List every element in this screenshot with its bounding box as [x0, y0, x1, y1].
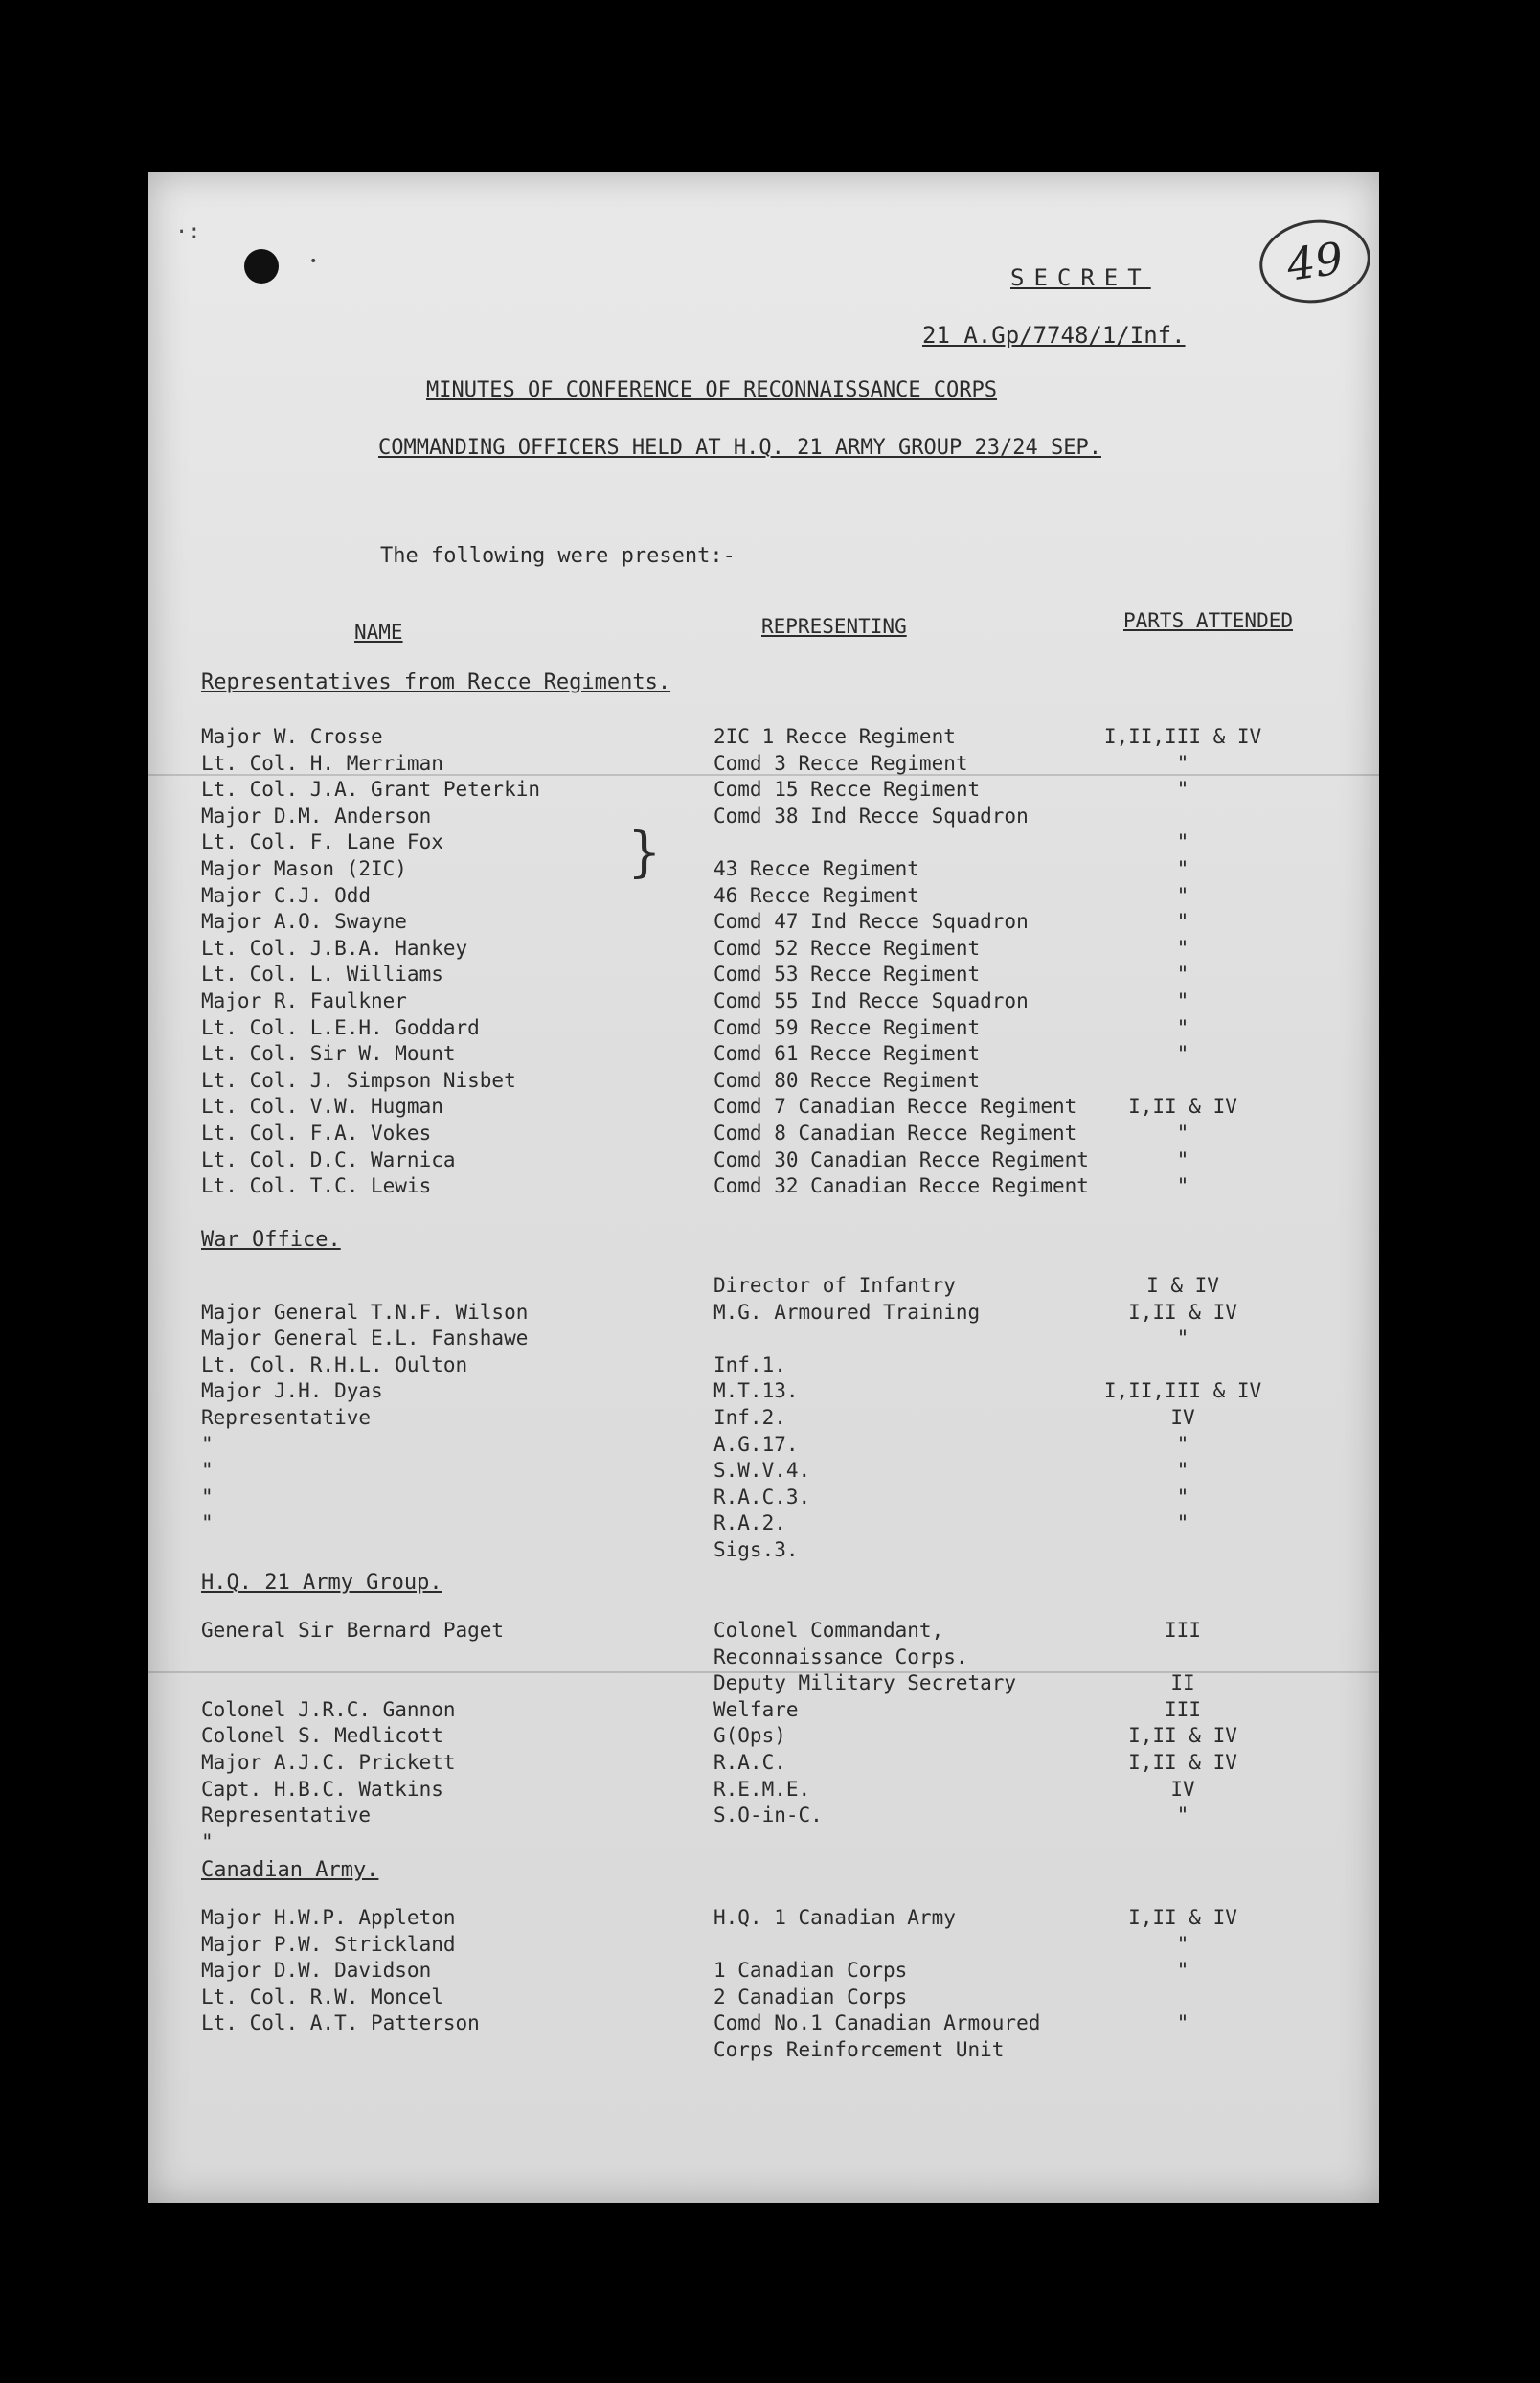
section-heading: Canadian Army.	[201, 1858, 379, 1882]
attendee-parts-attended: "	[1176, 2011, 1189, 2035]
attendee-parts-attended: I,II & IV	[1128, 1300, 1237, 1324]
attendee-representing: Comd 38 Ind Recce Squadron	[713, 804, 1029, 828]
attendee-representing: Inf.2.	[713, 1406, 786, 1429]
attendee-name: Major General T.N.F. Wilson	[201, 1300, 529, 1324]
attendee-name: Lt. Col. J.B.A. Hankey	[201, 936, 468, 960]
attendee-parts-attended: I,II,III & IV	[1103, 1379, 1262, 1403]
attendee-parts-attended: "	[1176, 1327, 1189, 1350]
attendee-name: Major A.J.C. Prickett	[201, 1751, 456, 1774]
smudge-mark: ·:	[175, 220, 201, 244]
attendee-representing: Sigs.3.	[713, 1538, 799, 1561]
attendee-representing: R.A.C.	[713, 1751, 786, 1774]
attendee-name: "	[201, 1432, 214, 1456]
attendee-row	[148, 884, 1379, 911]
column-header-name: NAME	[354, 621, 403, 644]
attendee-row	[148, 857, 1379, 884]
attendee-row	[148, 1986, 1379, 2012]
attendee-representing: Inf.1.	[713, 1352, 786, 1376]
attendee-row	[148, 1933, 1379, 1960]
attendee-parts-attended: "	[1176, 910, 1189, 934]
attendee-name: General Sir Bernard Paget	[201, 1619, 505, 1642]
attendee-representing: 43 Recce Regiment	[713, 857, 919, 880]
document-title-line2: COMMANDING OFFICERS HELD AT H.Q. 21 ARMY GROUP 23/24 SEP.	[378, 436, 1101, 460]
attendee-representing: Comd 7 Canadian Recce Regiment	[713, 1095, 1077, 1119]
attendee-name: Colonel J.R.C. Gannon	[201, 1697, 456, 1721]
attendee-representing: Comd 53 Recce Regiment	[713, 963, 981, 987]
attendee-parts-attended: "	[1176, 751, 1189, 775]
attendee-parts-attended: "	[1176, 1015, 1189, 1039]
attendee-parts-attended: I,II & IV	[1128, 1906, 1237, 1929]
attendee-row	[148, 1486, 1379, 1512]
attendee-row	[148, 1042, 1379, 1069]
attendee-row	[148, 778, 1379, 805]
attendee-row	[148, 1511, 1379, 1538]
attendee-name: Representative	[201, 1804, 372, 1827]
attendee-parts-attended: "	[1176, 1932, 1189, 1956]
attendee-representing: S.W.V.4.	[713, 1459, 811, 1483]
section-heading: War Office.	[201, 1228, 341, 1252]
attendee-parts-attended: "	[1176, 1485, 1189, 1509]
document-title-line1: MINUTES OF CONFERENCE OF RECONNAISSANCE CORPS	[426, 378, 998, 402]
document-page	[148, 172, 1379, 2203]
attendee-representing: Deputy Military Secretary	[713, 1671, 1017, 1695]
attendee-parts-attended: "	[1176, 778, 1189, 802]
attendee-row	[148, 830, 1379, 857]
attendee-row	[148, 1778, 1379, 1804]
attendee-parts-attended: "	[1176, 857, 1189, 880]
attendee-row	[148, 1459, 1379, 1486]
attendee-row	[148, 1804, 1379, 1830]
attendee-parts-attended: IV	[1170, 1406, 1195, 1429]
attendee-representing: R.A.C.3.	[713, 1485, 811, 1509]
attendee-parts-attended: "	[1176, 963, 1189, 987]
attendee-parts-attended: "	[1176, 936, 1189, 960]
attendee-row	[148, 1538, 1379, 1565]
attendee-name: Lt. Col. H. Merriman	[201, 751, 443, 775]
attendee-row	[148, 1353, 1379, 1380]
attendee-row	[148, 2011, 1379, 2038]
attendee-row	[148, 1016, 1379, 1043]
attendee-name: Colonel S. Medlicott	[201, 1724, 443, 1748]
attendee-representing: H.Q. 1 Canadian Army	[713, 1906, 956, 1929]
attendee-name: Lt. Col. J. Simpson Nisbet	[201, 1068, 516, 1092]
attendee-name: Major W. Crosse	[201, 725, 383, 748]
attendee-representing: Comd 32 Canadian Recce Regiment	[713, 1174, 1089, 1198]
attendee-representing: Comd 61 Recce Regiment	[713, 1042, 981, 1066]
attendee-representing: Comd No.1 Canadian Armoured	[713, 2011, 1041, 2035]
attendee-name: "	[201, 1829, 214, 1853]
attendee-parts-attended: "	[1176, 989, 1189, 1012]
column-header-parts-attended: PARTS ATTENDED	[1123, 609, 1294, 632]
attendee-row	[148, 1301, 1379, 1328]
attendee-name: Major J.H. Dyas	[201, 1379, 383, 1403]
attendee-name: Major D.W. Davidson	[201, 1959, 432, 1983]
attendee-row	[148, 1959, 1379, 1986]
attendee-row	[148, 1274, 1379, 1301]
attendee-row	[148, 1751, 1379, 1778]
attendee-parts-attended: "	[1176, 1147, 1189, 1171]
attendee-parts-attended: I,II & IV	[1128, 1751, 1237, 1774]
attendee-representing: 2IC 1 Recce Regiment	[713, 725, 956, 748]
attendee-representing: Comd 30 Canadian Recce Regiment	[713, 1147, 1089, 1171]
attendee-representing: Comd 47 Ind Recce Squadron	[713, 910, 1029, 934]
column-header-representing: REPRESENTING	[761, 615, 907, 638]
attendee-parts-attended: "	[1176, 1459, 1189, 1483]
attendee-name: Lt. Col. T.C. Lewis	[201, 1174, 432, 1198]
attendee-name: Major R. Faulkner	[201, 989, 407, 1012]
attendee-row	[148, 1830, 1379, 1857]
attendee-name: Major P.W. Strickland	[201, 1932, 456, 1956]
attendee-row	[148, 989, 1379, 1016]
attendee-representing: Corps Reinforcement Unit	[713, 2038, 1005, 2061]
attendee-name: Capt. H.B.C. Watkins	[201, 1777, 443, 1801]
attendee-row	[148, 1095, 1379, 1122]
attendee-row	[148, 1433, 1379, 1460]
attendee-representing: M.T.13.	[713, 1379, 799, 1403]
punch-hole	[244, 249, 279, 284]
attendee-representing: A.G.17.	[713, 1432, 799, 1456]
folio-number-stamp: 49	[1255, 213, 1376, 309]
attendee-row	[148, 1645, 1379, 1672]
attendee-representing: Comd 15 Recce Regiment	[713, 778, 981, 802]
attendee-row	[148, 937, 1379, 964]
attendee-representing: M.G. Armoured Training	[713, 1300, 981, 1324]
attendee-representing: Comd 59 Recce Regiment	[713, 1015, 981, 1039]
attendee-name: Lt. Col. L. Williams	[201, 963, 443, 987]
attendee-name: Major General E.L. Fanshawe	[201, 1327, 529, 1350]
attendee-row	[148, 752, 1379, 779]
attendee-parts-attended: "	[1176, 883, 1189, 907]
attendee-parts-attended: IV	[1170, 1777, 1195, 1801]
attendee-row	[148, 1148, 1379, 1175]
attendee-name: "	[201, 1511, 214, 1535]
attendee-row	[148, 805, 1379, 831]
attendee-representing: Comd 3 Recce Regiment	[713, 751, 968, 775]
attendee-row	[148, 1619, 1379, 1645]
attendee-row	[148, 1406, 1379, 1433]
section-heading: H.Q. 21 Army Group.	[201, 1571, 442, 1595]
attendee-representing: 2 Canadian Corps	[713, 1985, 908, 2009]
attendee-name: Lt. Col. F.A. Vokes	[201, 1122, 432, 1145]
attendee-representing: Comd 80 Recce Regiment	[713, 1068, 981, 1092]
attendee-name: Lt. Col. Sir W. Mount	[201, 1042, 456, 1066]
attendee-parts-attended: "	[1176, 1804, 1189, 1827]
brace-mark: }	[627, 822, 662, 885]
attendee-name: "	[201, 1459, 214, 1483]
attendee-parts-attended: I,II & IV	[1128, 1724, 1237, 1748]
attendee-representing: Colonel Commandant,	[713, 1619, 944, 1642]
attendee-representing: Comd 8 Canadian Recce Regiment	[713, 1122, 1077, 1145]
attendee-parts-attended: "	[1176, 1432, 1189, 1456]
smudge-mark: •	[309, 254, 318, 269]
attendee-parts-attended: III	[1165, 1697, 1201, 1721]
attendee-row	[148, 2038, 1379, 2065]
attendee-parts-attended: III	[1165, 1619, 1201, 1642]
attendee-row	[148, 1069, 1379, 1096]
attendee-row	[148, 725, 1379, 752]
attendee-name: Major A.O. Swayne	[201, 910, 407, 934]
attendee-name: Lt. Col. F. Lane Fox	[201, 830, 443, 854]
attendee-parts-attended: "	[1176, 1511, 1189, 1535]
attendee-row	[148, 1906, 1379, 1933]
attendee-name: Lt. Col. D.C. Warnica	[201, 1147, 456, 1171]
attendee-parts-attended: I,II,III & IV	[1103, 725, 1262, 748]
attendee-parts-attended: II	[1170, 1671, 1195, 1695]
attendee-name: Lt. Col. L.E.H. Goddard	[201, 1015, 480, 1039]
attendee-parts-attended: "	[1176, 830, 1189, 854]
classification-marking: SECRET	[1010, 264, 1151, 291]
attendee-parts-attended: "	[1176, 1122, 1189, 1145]
attendee-row	[148, 1174, 1379, 1201]
attendee-parts-attended: "	[1176, 1174, 1189, 1198]
attendee-name: "	[201, 1485, 214, 1509]
attendee-row	[148, 1122, 1379, 1148]
attendee-name: Representative	[201, 1406, 372, 1429]
attendee-row	[148, 1698, 1379, 1725]
attendee-name: Major D.M. Anderson	[201, 804, 432, 828]
attendee-name: Major C.J. Odd	[201, 883, 372, 907]
attendee-representing: G(Ops)	[713, 1724, 786, 1748]
attendee-name: Lt. Col. R.W. Moncel	[201, 1985, 443, 2009]
attendee-representing: R.E.M.E.	[713, 1777, 811, 1801]
attendee-representing: 46 Recce Regiment	[713, 883, 919, 907]
reference-number: 21 A.Gp/7748/1/Inf.	[922, 322, 1186, 349]
attendee-parts-attended: "	[1176, 1959, 1189, 1983]
attendee-representing: 1 Canadian Corps	[713, 1959, 908, 1983]
attendee-row	[148, 1671, 1379, 1698]
attendee-row	[148, 1724, 1379, 1751]
attendee-parts-attended: I,II & IV	[1128, 1095, 1237, 1119]
attendee-row	[148, 963, 1379, 989]
attendee-parts-attended: I & IV	[1146, 1274, 1219, 1297]
attendee-representing: Comd 55 Ind Recce Squadron	[713, 989, 1029, 1012]
attendee-name: Major Mason (2IC)	[201, 857, 407, 880]
intro-text: The following were present:-	[380, 544, 736, 568]
attendee-representing: Reconnaissance Corps.	[713, 1645, 968, 1668]
attendee-representing: Comd 52 Recce Regiment	[713, 936, 981, 960]
attendee-representing: Welfare	[713, 1697, 799, 1721]
attendee-representing: S.O-in-C.	[713, 1804, 823, 1827]
attendee-parts-attended: "	[1176, 1042, 1189, 1066]
attendee-name: Major H.W.P. Appleton	[201, 1906, 456, 1929]
attendee-name: Lt. Col. V.W. Hugman	[201, 1095, 443, 1119]
attendee-row	[148, 1327, 1379, 1353]
attendee-name: Lt. Col. R.H.L. Oulton	[201, 1352, 468, 1376]
attendee-name: Lt. Col. A.T. Patterson	[201, 2011, 480, 2035]
attendee-row	[148, 910, 1379, 937]
section-heading: Representatives from Recce Regiments.	[201, 670, 671, 694]
attendee-name: Lt. Col. J.A. Grant Peterkin	[201, 778, 541, 802]
attendee-representing: R.A.2.	[713, 1511, 786, 1535]
attendee-representing: Director of Infantry	[713, 1274, 956, 1297]
attendee-row	[148, 1379, 1379, 1406]
